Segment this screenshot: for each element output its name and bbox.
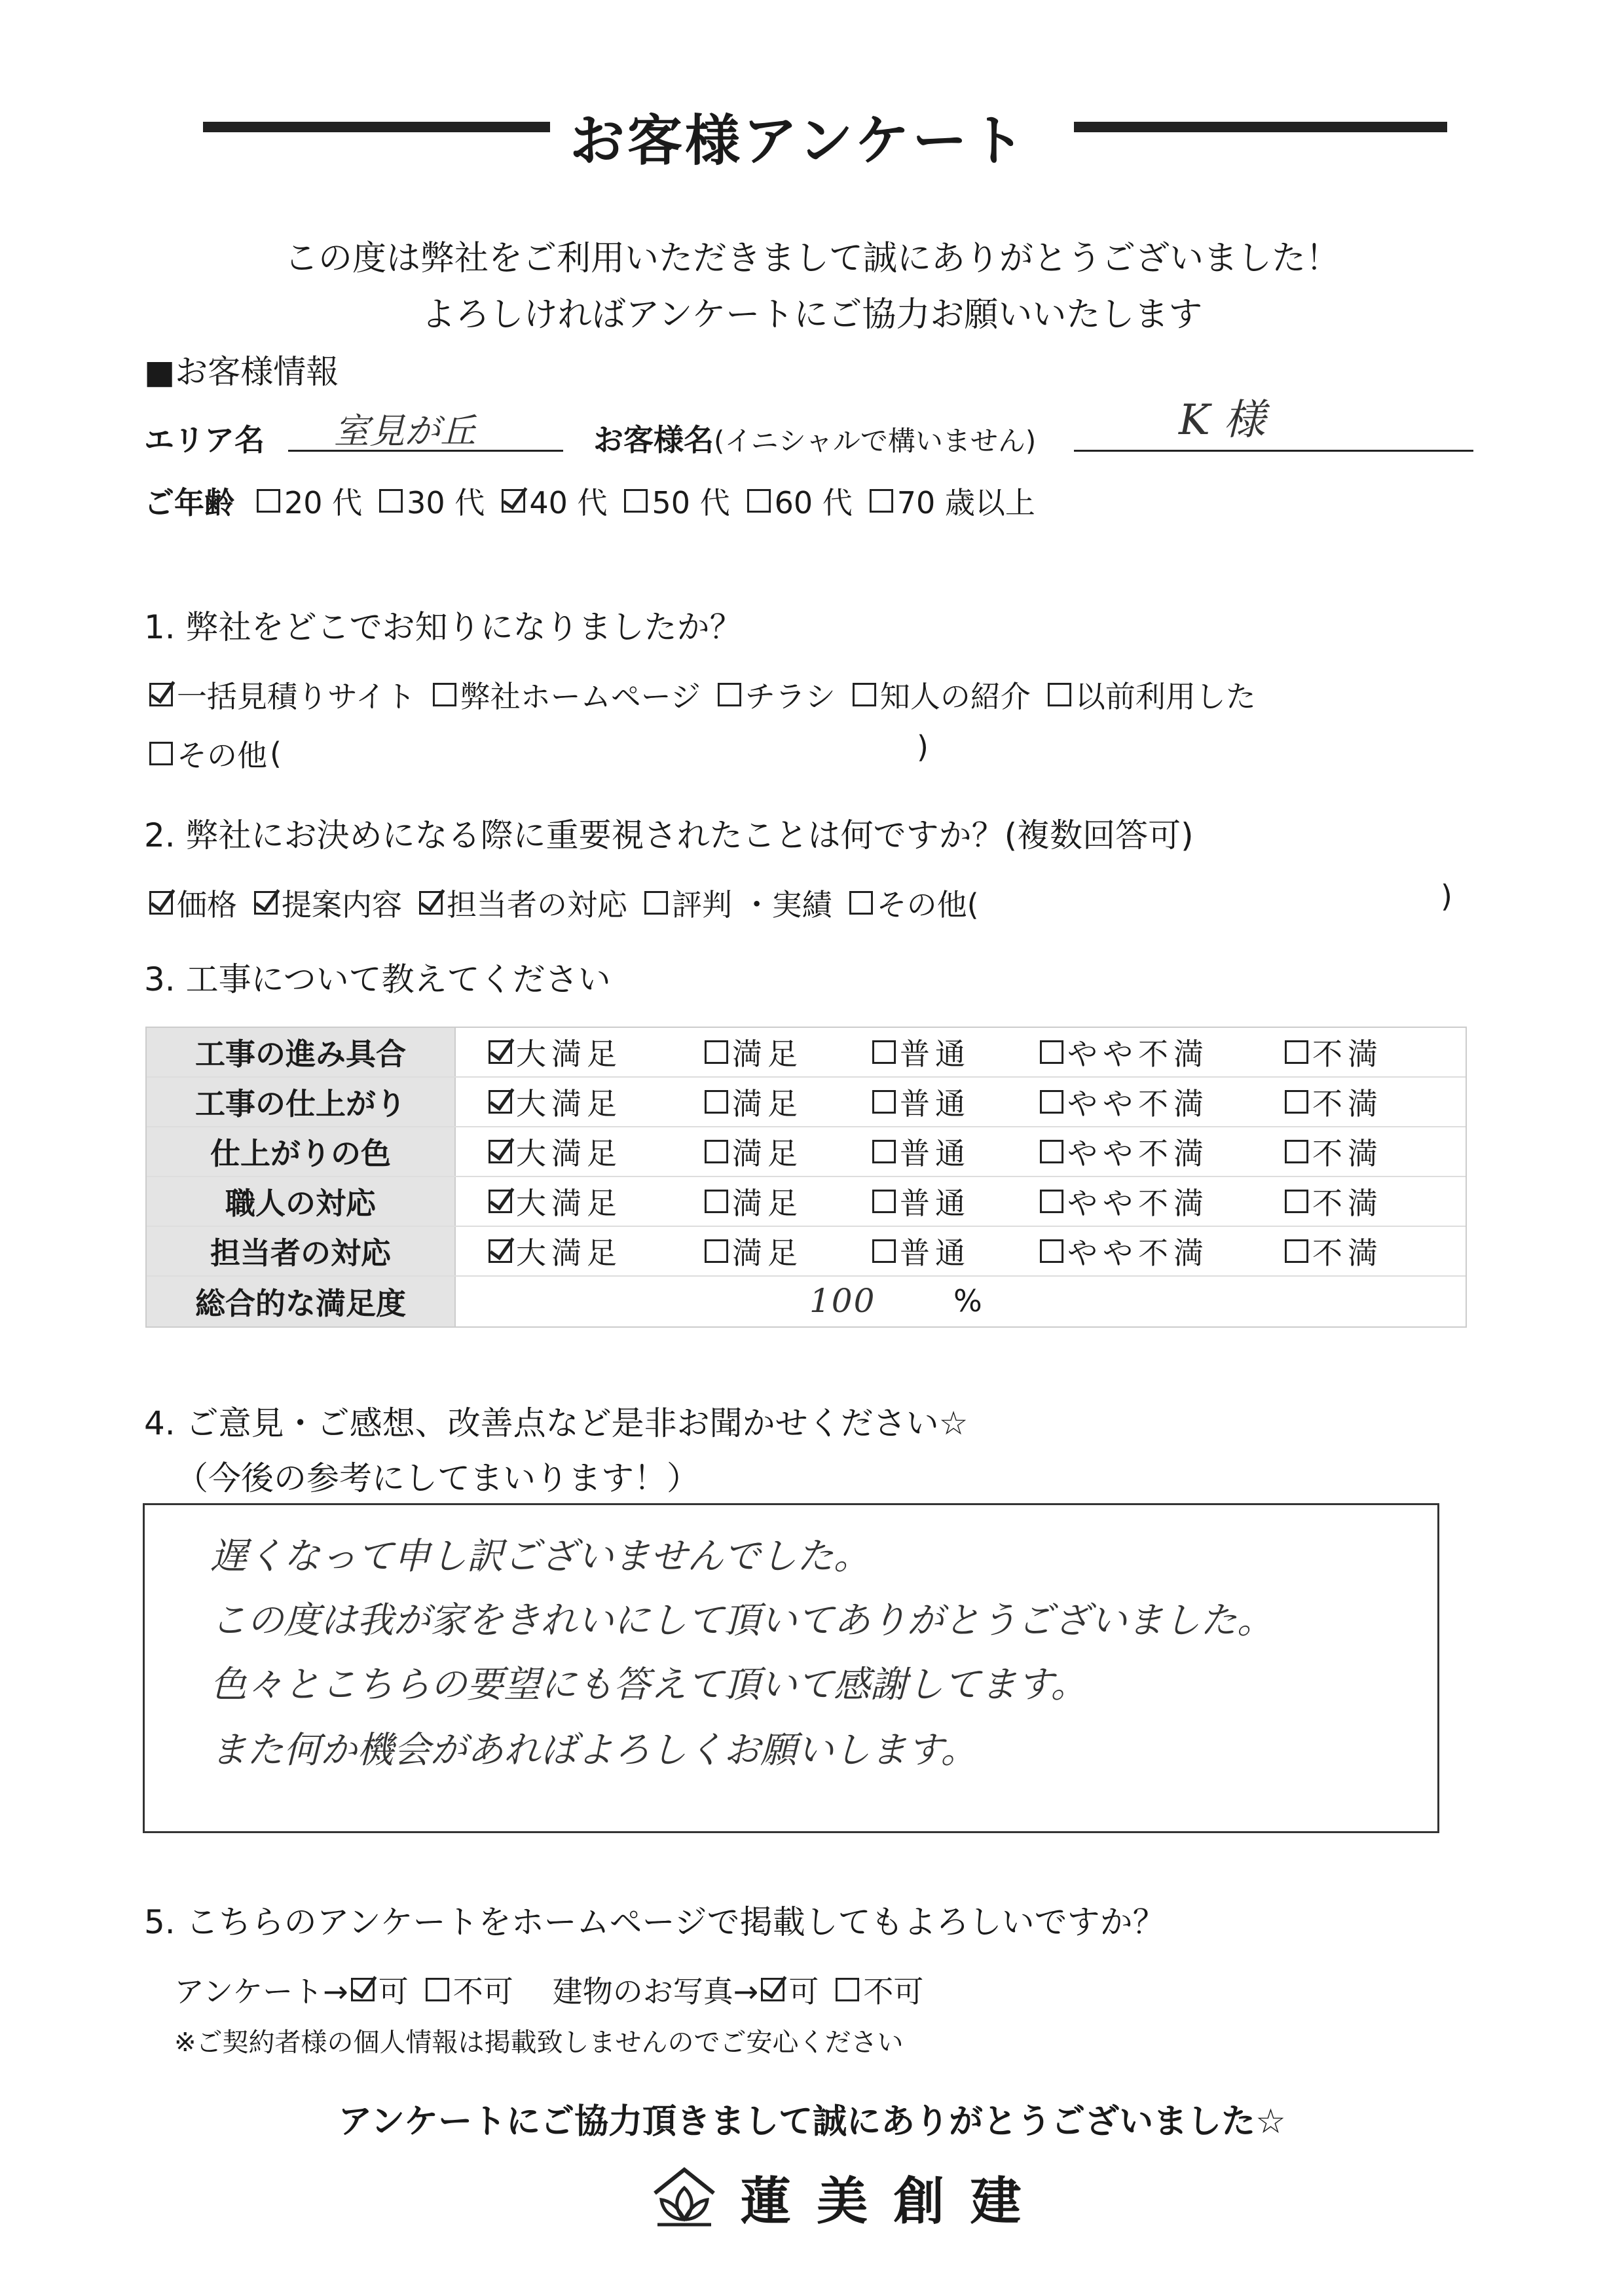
- choice-dissatisfied[interactable]: 不満: [1285, 1180, 1383, 1223]
- choice-somewhat-dissatisfied[interactable]: やや不満: [1040, 1180, 1285, 1223]
- photo-publish-no[interactable]: 不可: [836, 1968, 923, 2011]
- checkbox[interactable]: [849, 891, 873, 915]
- lotus-house-icon: [648, 2164, 720, 2230]
- satisfaction-table: [145, 1027, 1467, 1328]
- checkbox-checked[interactable]: [419, 891, 443, 915]
- choice-somewhat-dissatisfied[interactable]: やや不満: [1040, 1230, 1285, 1273]
- row-label: 仕上がりの色: [147, 1127, 456, 1176]
- checkbox[interactable]: [426, 1978, 449, 2001]
- checkbox-checked[interactable]: [351, 1978, 375, 2001]
- checkbox-checked[interactable]: [489, 1140, 512, 1163]
- checkbox[interactable]: [1048, 683, 1071, 706]
- choice-neutral[interactable]: 普通: [872, 1230, 1040, 1273]
- q2-option-price[interactable]: 価格: [149, 881, 237, 924]
- choice-satisfied[interactable]: 満足: [705, 1180, 872, 1223]
- choice-very-satisfied[interactable]: 大満足: [489, 1180, 705, 1223]
- checkbox[interactable]: [433, 683, 456, 706]
- checkbox-checked[interactable]: [149, 891, 173, 915]
- overall-label: 総合的な満足度: [147, 1277, 456, 1326]
- comment-line: 遅くなって申し訳ございませんでした。: [210, 1535, 870, 1578]
- choice-dissatisfied[interactable]: 不満: [1285, 1130, 1383, 1173]
- q3-question: 3. 工事について教えてください: [144, 960, 611, 998]
- photo-publish-label: 建物のお写真→: [552, 1974, 759, 2009]
- q2-other-close-paren: ): [1441, 879, 1452, 914]
- checkbox[interactable]: [1040, 1090, 1063, 1114]
- checkbox[interactable]: [1285, 1040, 1308, 1064]
- page-title: お客様アンケート: [570, 109, 1027, 173]
- choice-neutral[interactable]: 普通: [872, 1080, 1040, 1123]
- closing-message: アンケートにご協力頂きまして誠にありがとうございました☆: [338, 2102, 1286, 2141]
- comment-line: また何か機会があればよろしくお願いします。: [210, 1729, 978, 1772]
- q1-option-comparison-site[interactable]: 一括見積りサイト: [149, 673, 416, 716]
- q2-option-other[interactable]: その他(: [849, 881, 979, 924]
- checkbox[interactable]: [705, 1040, 728, 1064]
- checkbox[interactable]: [705, 1239, 728, 1263]
- checkbox[interactable]: [872, 1190, 896, 1213]
- checkbox[interactable]: [644, 891, 668, 915]
- choice-satisfied[interactable]: 満足: [705, 1230, 872, 1273]
- checkbox[interactable]: [872, 1040, 896, 1064]
- table-row: [147, 1028, 1466, 1078]
- checkbox[interactable]: [149, 742, 173, 765]
- table-row-overall: [147, 1277, 1466, 1326]
- q4-question: 4. ご意見・ご感想、改善点など是非お聞かせください☆: [144, 1404, 969, 1442]
- checkbox-checked[interactable]: [502, 489, 525, 513]
- comment-line: 色々とこちらの要望にも答えて頂いて感謝してます。: [210, 1664, 1088, 1706]
- q2-options: [149, 881, 996, 924]
- checkbox[interactable]: [705, 1190, 728, 1213]
- q1-other-close-paren: ): [917, 729, 929, 765]
- checkbox[interactable]: [257, 489, 280, 513]
- row-label: 担当者の対応: [147, 1227, 456, 1275]
- checkbox[interactable]: [1040, 1040, 1063, 1064]
- age-option-40[interactable]: 40 代: [502, 479, 607, 522]
- customer-name-field: [1074, 396, 1473, 452]
- q1-option-referral[interactable]: 知人の紹介: [853, 673, 1031, 716]
- title-rule-left: [203, 122, 550, 132]
- table-row: [147, 1078, 1466, 1127]
- checkbox[interactable]: [1285, 1140, 1308, 1163]
- checkbox[interactable]: [379, 489, 403, 513]
- choice-very-satisfied[interactable]: 大満足: [489, 1130, 705, 1173]
- choice-very-satisfied[interactable]: 大満足: [489, 1030, 705, 1074]
- intro-line-1: この度は弊社をご利用いただきまして誠にありがとうございました！: [284, 239, 1340, 278]
- checkbox[interactable]: [1040, 1140, 1063, 1163]
- survey-publish-yes[interactable]: 可: [351, 1968, 409, 2011]
- checkbox-checked[interactable]: [489, 1040, 512, 1064]
- age-option-30[interactable]: 30 代: [379, 479, 485, 522]
- photo-publish-yes[interactable]: 可: [761, 1968, 819, 2011]
- checkbox[interactable]: [872, 1239, 896, 1263]
- table-row: [147, 1177, 1466, 1227]
- q1-option-other[interactable]: その他 (: [149, 732, 282, 775]
- survey-publish-no[interactable]: 不可: [426, 1968, 513, 2011]
- choice-neutral[interactable]: 普通: [872, 1130, 1040, 1173]
- checkbox[interactable]: [624, 489, 648, 513]
- choice-somewhat-dissatisfied[interactable]: やや不満: [1040, 1030, 1285, 1074]
- overall-value: 100: [809, 1282, 876, 1320]
- choice-satisfied[interactable]: 満足: [705, 1030, 872, 1074]
- checkbox-checked[interactable]: [489, 1239, 512, 1263]
- checkbox[interactable]: [836, 1978, 859, 2001]
- checkbox[interactable]: [870, 489, 893, 513]
- q5-options: [174, 1968, 940, 2011]
- area-field: [288, 412, 563, 452]
- q2-option-reputation[interactable]: 評判 ・実績: [644, 881, 832, 924]
- comment-line: この度は我が家をきれいにして頂いてありがとうございました。: [210, 1599, 1274, 1642]
- checkbox[interactable]: [1285, 1090, 1308, 1114]
- choice-satisfied[interactable]: 満足: [705, 1130, 872, 1173]
- choice-dissatisfied[interactable]: 不満: [1285, 1030, 1383, 1074]
- q2-option-proposal[interactable]: 提案内容: [254, 881, 402, 924]
- age-option-50[interactable]: 50 代: [624, 479, 729, 522]
- area-label: エリア名: [144, 422, 265, 458]
- checkbox[interactable]: [705, 1090, 728, 1114]
- area-value: 室見が丘: [334, 410, 475, 452]
- customer-info-heading: ■お客様情報: [144, 353, 339, 391]
- checkbox[interactable]: [872, 1140, 896, 1163]
- table-row: [147, 1227, 1466, 1277]
- checkbox[interactable]: [1285, 1239, 1308, 1263]
- q2-question: 2. 弊社にお決めになる際に重要視されたことは何ですか？(複数回答可): [144, 816, 1194, 854]
- checkbox[interactable]: [718, 683, 741, 706]
- privacy-note: ※ご契約者様の個人情報は掲載致しませんのでご安心ください: [174, 2028, 904, 2058]
- checkbox[interactable]: [747, 489, 771, 513]
- q4-subtitle: （今後の参考にしてまいります！）: [175, 1459, 699, 1497]
- checkbox[interactable]: [1040, 1190, 1063, 1213]
- overall-unit: %: [953, 1283, 987, 1319]
- age-option-20[interactable]: 20 代: [257, 479, 362, 522]
- q1-option-previous[interactable]: 以前利用した: [1048, 673, 1256, 716]
- row-label: 工事の進み具合: [147, 1028, 456, 1076]
- table-row: [147, 1127, 1466, 1177]
- checkbox-checked[interactable]: [254, 891, 278, 915]
- q1-option-homepage[interactable]: 弊社ホームページ: [433, 673, 701, 716]
- age-option-70[interactable]: 70 歳以上: [870, 479, 1035, 522]
- checkbox-checked[interactable]: [761, 1978, 784, 2001]
- intro-line-2: よろしければアンケートにご協力お願いいたします: [421, 295, 1203, 335]
- q1-options: [149, 673, 1273, 716]
- choice-somewhat-dissatisfied[interactable]: やや不満: [1040, 1130, 1285, 1173]
- q5-question: 5. こちらのアンケートをホームページで掲載してもよろしいですか？: [144, 1903, 1166, 1941]
- q1-option-flyer[interactable]: チラシ: [718, 673, 836, 716]
- company-logo: [648, 2160, 1025, 2234]
- age-label: ご年齢: [144, 485, 234, 520]
- age-row: [144, 479, 1052, 522]
- checkbox[interactable]: [705, 1140, 728, 1163]
- checkbox[interactable]: [872, 1090, 896, 1114]
- customer-name-label: お客様名(イニシャルで構いません): [593, 422, 1037, 458]
- comment-box[interactable]: [143, 1503, 1439, 1833]
- checkbox-checked[interactable]: [489, 1090, 512, 1114]
- choice-neutral[interactable]: 普通: [872, 1030, 1040, 1074]
- customer-name-value: K 様: [1179, 396, 1266, 445]
- survey-publish-label: アンケート→: [174, 1974, 348, 2009]
- choice-very-satisfied[interactable]: 大満足: [489, 1080, 705, 1123]
- row-label: 職人の対応: [147, 1177, 456, 1226]
- checkbox[interactable]: [853, 683, 876, 706]
- company-name: 蓮 美 創 建: [740, 2172, 1025, 2231]
- choice-dissatisfied[interactable]: 不満: [1285, 1080, 1383, 1123]
- overall-cell: [456, 1277, 1466, 1326]
- q1-question: 1. 弊社をどこでお知りになりましたか？: [144, 608, 743, 646]
- customer-name-note: (イニシャルで構いません): [714, 425, 1037, 457]
- checkbox[interactable]: [1040, 1239, 1063, 1263]
- choice-somewhat-dissatisfied[interactable]: やや不満: [1040, 1080, 1285, 1123]
- q2-option-staff[interactable]: 担当者の対応: [419, 881, 627, 924]
- age-option-60[interactable]: 60 代: [747, 479, 853, 522]
- choice-satisfied[interactable]: 満足: [705, 1080, 872, 1123]
- q1-other-row: [149, 732, 299, 775]
- title-rule-right: [1074, 122, 1447, 132]
- choice-very-satisfied[interactable]: 大満足: [489, 1230, 705, 1273]
- choice-neutral[interactable]: 普通: [872, 1180, 1040, 1223]
- choice-dissatisfied[interactable]: 不満: [1285, 1230, 1383, 1273]
- checkbox-checked[interactable]: [149, 683, 173, 706]
- checkbox-checked[interactable]: [489, 1190, 512, 1213]
- row-label: 工事の仕上がり: [147, 1078, 456, 1126]
- checkbox[interactable]: [1285, 1190, 1308, 1213]
